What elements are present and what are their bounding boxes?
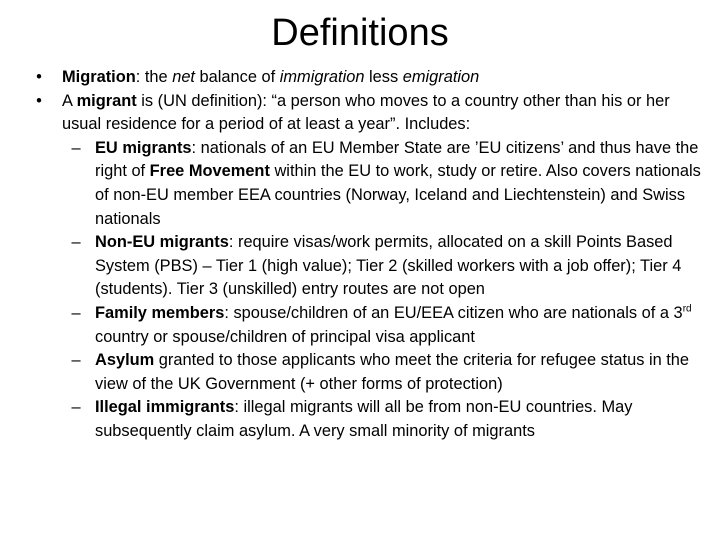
term-family-members: Family members — [95, 303, 225, 322]
text-fragment: granted to those applicants who meet the criteria for refugee status in the view of the UK Government (+ other forms of protection) — [95, 351, 690, 393]
term-illegal-immigrants: Illegal immigrants — [95, 398, 235, 417]
sub-bullet-family-members — [32, 302, 702, 349]
text-fragment: : require visas/work permits, allocated on a skill Points Based System (PBS) – Tier 1 (high value); Tier 2 (skilled workers with a job offer); Tier 4 (students). Tier 3 (unskilled) entry routes are not open — [95, 233, 682, 299]
emphasis-emigration: emigration — [402, 68, 480, 86]
term-migrant: migrant — [76, 91, 137, 110]
sub-bullet-illegal-text — [95, 396, 702, 443]
sub-bullet-asylum-text — [95, 349, 702, 396]
text-fragment: : illegal migrants will all be from non-EU countries. May subsequently claim asylum. A very small minority of migrants — [95, 398, 633, 440]
term-migration: Migration — [62, 68, 136, 86]
sub-bullet-eu-migrants — [32, 137, 702, 231]
superscript-rd: rd — [682, 303, 692, 315]
term-non-eu-migrants: Non-EU migrants — [95, 233, 229, 252]
bullet-glyph: • — [36, 68, 42, 86]
text-fragment: less — [364, 68, 403, 86]
term-eu-migrants: EU migrants — [95, 138, 192, 157]
term-asylum: Asylum — [95, 351, 155, 370]
text-fragment: : nationals of an EU Member State are ’EU citizens’ and thus have the right of — [95, 138, 699, 181]
slide-title: Definitions — [271, 12, 449, 54]
dash-glyph: – — [71, 303, 81, 322]
text-fragment: A — [62, 91, 77, 110]
text-fragment: : spouse/children of an EU/EEA citizen who are nationals of a 3 — [224, 303, 683, 322]
sub-bullet-illegal-immigrants — [32, 396, 702, 443]
sub-bullet-eu-text — [95, 137, 702, 231]
text-fragment: balance of — [195, 68, 280, 86]
dash-glyph: – — [71, 138, 81, 157]
bullet-migrant — [32, 90, 702, 137]
emphasis-net: net — [172, 68, 195, 86]
text-fragment: is (UN definition): “a person who moves to a country other than his or her usual residence for a period of at least a year”. Includes: — [62, 91, 670, 134]
text-fragment: country or spouse/children of principal visa applicant — [95, 327, 475, 346]
slide-body — [32, 66, 702, 444]
bullet-glyph: • — [36, 91, 42, 110]
dash-glyph: – — [71, 398, 81, 417]
bullet-migration-text — [62, 66, 702, 90]
sub-bullet-family-text — [95, 302, 702, 349]
dash-glyph: – — [71, 351, 81, 370]
bullet-migrant-text — [62, 90, 702, 137]
term-free-movement: Free Movement — [149, 162, 270, 181]
bullet-migration — [32, 66, 702, 90]
sub-bullet-non-eu-migrants — [32, 231, 702, 302]
text-fragment: : the — [135, 68, 173, 86]
dash-glyph: – — [71, 233, 81, 252]
sub-bullet-non-eu-text — [95, 231, 702, 302]
emphasis-immigration: immigration — [279, 68, 365, 86]
sub-bullet-asylum — [32, 349, 702, 396]
text-fragment: within the EU to work, study or retire. Also covers nationals of non-EU member EEA countries (Norway, Iceland and Liechtenstein) and Swiss nationals — [95, 162, 701, 228]
